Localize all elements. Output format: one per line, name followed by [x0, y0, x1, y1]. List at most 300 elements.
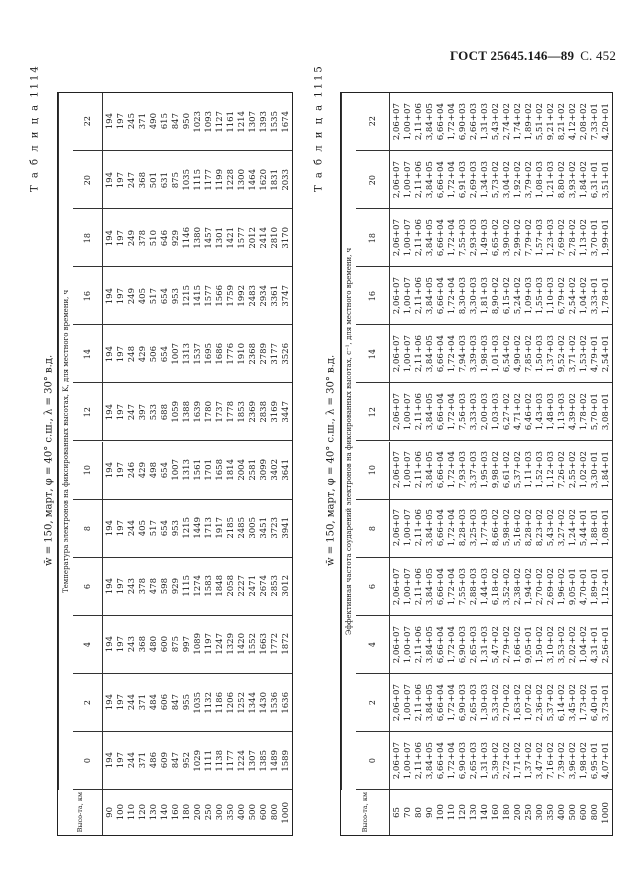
table-cell: 194: [105, 171, 116, 188]
height-value: 160: [491, 804, 502, 821]
table-cell: 248: [127, 345, 138, 362]
table-1114-caption: w̄ = 150, март, φ = 40° с.ш., λ = 30° в.д.: [43, 354, 55, 566]
table-cell: 2,06+07: [392, 509, 403, 547]
table-cell: 1,71+02: [513, 741, 524, 780]
table-cell: 6,66+04: [436, 741, 447, 780]
table-cell: 2,56+01: [601, 625, 612, 663]
table-cell: 654: [160, 520, 171, 537]
table-cell: 3,84+05: [425, 393, 436, 431]
table-cell: 517: [149, 287, 160, 304]
table-cell: 8,30+03: [458, 277, 469, 315]
table-cell: 3169: [270, 401, 281, 423]
height-value: 300: [535, 804, 546, 821]
table-cell: 2,11+06: [414, 451, 425, 489]
table-cell: 1674: [281, 110, 292, 133]
table-cell: 1,57+03: [535, 219, 546, 257]
table-cell: 1388: [182, 401, 193, 423]
table-cell: 9,21+02: [546, 102, 557, 141]
table-cell: 6,31+01: [590, 160, 601, 199]
table-cell: 3,27+02: [557, 509, 568, 547]
table-cell: 955: [182, 694, 193, 711]
table-cell: 2,65+03: [469, 683, 480, 721]
table-cell: 1536: [270, 691, 281, 714]
table-cell: 6,27+02: [502, 393, 513, 431]
table-cell: 2,65+03: [469, 625, 480, 663]
table-cell: 3451: [259, 517, 270, 539]
height-value: 110: [127, 804, 138, 821]
table-cell: 1,00+07: [403, 160, 414, 199]
table-cell: 3402: [270, 459, 281, 481]
table-cell: 3,84+05: [425, 102, 436, 141]
table-cell: 2,08+02: [579, 102, 590, 141]
table-cell: 1489: [270, 749, 281, 772]
table-cell: 2,70+02: [502, 683, 513, 721]
table-cell: 3,10+02: [546, 625, 557, 663]
table-cell: 1,72+04: [447, 741, 458, 780]
table-cell: 2,65+03: [469, 741, 480, 780]
table-cell: 2058: [226, 575, 237, 598]
table-cell: 6,79+02: [557, 277, 568, 315]
table-cell: 1663: [259, 633, 270, 656]
table-cell: 1089: [193, 633, 204, 656]
column-header-hour: 20: [83, 174, 92, 185]
table-cell: 1561: [193, 459, 204, 481]
table-cell: 247: [127, 171, 138, 188]
table-cell: 3,71+02: [568, 335, 579, 373]
table-cell: 3,52+02: [502, 567, 513, 605]
table-cell: 1464: [248, 168, 259, 191]
table-cell: 1,89+01: [590, 567, 601, 605]
table-cell: 2471: [248, 575, 259, 598]
table-cell: 197: [116, 113, 127, 130]
table-cell: 6,18+02: [491, 567, 502, 605]
table-cell: 246: [127, 461, 138, 479]
table-cell: 1,12+01: [601, 567, 612, 605]
table-cell: 654: [160, 345, 171, 362]
table-column-hour-10: [356, 442, 612, 500]
table-cell: 3,33+01: [590, 277, 601, 315]
table-cell: 2,06+07: [392, 683, 403, 721]
table-cell: 4,20+01: [601, 102, 612, 141]
table-cell: 2012: [248, 226, 259, 249]
table-cell: 1,01+03: [491, 335, 502, 373]
table-cell: 1,52+03: [535, 451, 546, 489]
table-cell: 501: [149, 171, 160, 188]
table-1114: [57, 92, 293, 836]
table-column-hour-18: [356, 209, 612, 267]
table-cell: 6,15+02: [502, 277, 513, 315]
table-cell: 1059: [171, 401, 182, 423]
table-cell: 506: [149, 345, 160, 362]
table-cell: 1,84+02: [579, 160, 590, 199]
table-cell: 2,11+06: [414, 567, 425, 605]
table-cell: 245: [127, 113, 138, 130]
column-header-hour: 22: [83, 116, 92, 127]
table-cell: 1,63+02: [513, 683, 524, 721]
table-cell: 6,90+03: [458, 683, 469, 721]
table-cell: 5,24+02: [513, 277, 524, 315]
table-cell: 1035: [182, 168, 193, 191]
table-cell: 1,98+02: [579, 741, 590, 780]
table-cell: 847: [171, 694, 182, 711]
table-cell: 1,00+07: [403, 741, 414, 780]
table-1115: [340, 92, 613, 836]
table-column-hour-14: [73, 325, 292, 383]
table-cell: 2,06+07: [392, 160, 403, 199]
table-cell: 1583: [204, 575, 215, 598]
table-cell: 1307: [248, 749, 259, 772]
table-cell: 3,30+01: [590, 451, 601, 489]
table-cell: 3,04+02: [502, 160, 513, 199]
table-cell: 3,33+03: [469, 393, 480, 431]
table-cell: 2,11+06: [414, 741, 425, 780]
table-cell: 5,47+02: [491, 625, 502, 663]
table-cell: 1,84+01: [601, 451, 612, 489]
table-cell: 1,02+02: [579, 451, 590, 489]
table-cell: 1814: [226, 459, 237, 481]
table-cell: 249: [127, 229, 138, 246]
table-cell: 197: [116, 403, 127, 421]
table-cell: 3005: [248, 517, 259, 539]
table-cell: 405: [138, 520, 149, 537]
table-cell: 2,06+07: [392, 625, 403, 663]
table-cell: 3361: [270, 284, 281, 307]
table-cell: 1535: [270, 110, 281, 133]
table-cell: 2185: [226, 517, 237, 539]
table-cell: 8,28+03: [458, 509, 469, 547]
table-cell: 1449: [193, 517, 204, 539]
table-cell: 478: [149, 578, 160, 595]
table-cell: 2414: [259, 226, 270, 249]
table-cell: 997: [182, 636, 193, 653]
height-value: 350: [226, 804, 237, 821]
table-cell: 1,13+03: [557, 393, 568, 431]
table-column-hour-2: [73, 674, 292, 732]
table-cell: 1,81+03: [480, 277, 491, 315]
column-header-hour: 10: [83, 464, 92, 476]
table-cell: 1,94+02: [524, 567, 535, 605]
table-cell: 510: [149, 229, 160, 246]
table-cell: 2,11+06: [414, 509, 425, 547]
table-cell: 2,06+07: [392, 393, 403, 431]
table-cell: 1,72+04: [447, 393, 458, 431]
table-cell: 2,69+02: [546, 567, 557, 605]
table-cell: 368: [138, 636, 149, 653]
table-cell: 1776: [226, 343, 237, 365]
height-value: 800: [270, 804, 281, 821]
table-cell: 484: [149, 694, 160, 711]
table-cell: 2,79+02: [502, 625, 513, 663]
table-cell: 378: [138, 578, 149, 595]
table-cell: 5,51+02: [535, 102, 546, 141]
table-cell: 197: [116, 636, 127, 653]
table-cell: 197: [116, 287, 127, 304]
table-cell: 2,06+07: [392, 335, 403, 373]
table-cell: 1029: [193, 749, 204, 772]
table-cell: 490: [149, 113, 160, 130]
column-header-hour: 6: [368, 583, 377, 589]
table-cell: 1,37+02: [524, 741, 535, 780]
table-cell: 3526: [281, 343, 292, 365]
table-cell: 4,39+02: [568, 393, 579, 431]
table-cell: 2,06+07: [392, 277, 403, 315]
table-cell: 2838: [259, 401, 270, 423]
table-cell: 1093: [204, 110, 215, 133]
table-cell: 2,38+02: [513, 567, 524, 605]
table-cell: 7,94+03: [458, 335, 469, 373]
table-cell: 1430: [259, 691, 270, 714]
table-cell: 6,14+02: [557, 683, 568, 721]
table-cell: 1,07+02: [524, 683, 535, 721]
table-cell: 3,93+02: [568, 160, 579, 199]
table-cell: 3,30+03: [469, 277, 480, 315]
table-cell: 1910: [237, 343, 248, 365]
column-header-hour: 6: [83, 583, 92, 589]
table-cell: 1686: [215, 343, 226, 365]
table-cell: 1853: [237, 401, 248, 423]
table-cell: 1577: [237, 226, 248, 249]
table-cell: 2,88+03: [469, 567, 480, 605]
table-cell: 4,90+02: [513, 335, 524, 373]
table-cell: 6,91+03: [458, 160, 469, 199]
table-cell: 1,34+03: [480, 160, 491, 199]
table-column-hour-12: [73, 383, 292, 441]
table-cell: 3447: [281, 401, 292, 423]
table-cell: 1035: [193, 691, 204, 714]
table-cell: 2,06+07: [392, 219, 403, 257]
table-cell: 3,84+05: [425, 509, 436, 547]
table-cell: 6,66+04: [436, 219, 447, 257]
column-header-hour: 4: [368, 641, 377, 647]
table-cell: 1636: [281, 691, 292, 714]
table-cell: 1,43+03: [535, 393, 546, 431]
height-column-header: Высо-та, км: [361, 792, 369, 833]
table-cell: 3,79+02: [524, 160, 535, 199]
table-cell: 429: [138, 345, 149, 362]
table-cell: 2227: [237, 575, 248, 598]
table-cell: 194: [105, 636, 116, 653]
table-cell: 243: [127, 578, 138, 595]
page-header: [450, 48, 616, 64]
table-cell: 1,30+03: [480, 683, 491, 721]
table-cell: 3,90+02: [502, 219, 513, 257]
table-cell: 1132: [204, 691, 215, 714]
height-value: 90: [105, 807, 116, 818]
table-cell: 3,45+02: [568, 683, 579, 721]
table-cell: 7,85+02: [524, 335, 535, 373]
table-cell: 1393: [259, 110, 270, 133]
table-cell: 3,84+05: [425, 335, 436, 373]
table-cell: 3,84+05: [425, 741, 436, 780]
table-cell: 1,89+02: [524, 102, 535, 141]
table-cell: 1780: [204, 401, 215, 423]
table-cell: 6,66+04: [436, 683, 447, 721]
table-cell: 6,66+04: [436, 625, 447, 663]
table-cell: 3170: [281, 226, 292, 249]
table-column-hour-2: [356, 674, 612, 732]
table-cell: 3,73+01: [601, 683, 612, 721]
table-cell: 1848: [215, 575, 226, 598]
table-cell: 6,66+04: [436, 509, 447, 547]
table-cell: 371: [138, 752, 149, 769]
table-cell: 1313: [182, 343, 193, 365]
table-cell: 9,52+02: [557, 335, 568, 373]
table-column-hour-4: [356, 616, 612, 674]
table-cell: 7,39+02: [557, 741, 568, 780]
table-cell: 1,77+03: [480, 509, 491, 547]
table-cell: 1111: [204, 749, 215, 772]
table-cell: 8,80+02: [557, 160, 568, 199]
table-column-hour-10: [73, 442, 292, 500]
height-value: 130: [149, 804, 160, 821]
table-cell: 5,44+01: [579, 509, 590, 547]
table-cell: 6,66+04: [436, 102, 447, 141]
column-header-hour: 10: [368, 464, 377, 476]
table-cell: 8,21+02: [557, 102, 568, 141]
table-cell: 1772: [270, 633, 281, 656]
table-cell: 1537: [193, 343, 204, 365]
table-cell: 244: [127, 520, 138, 537]
table-cell: 1007: [171, 343, 182, 365]
table-title: Эффективная частота соударений электронов на фиксированных высотах, с⁻¹, для местного времени, ч: [341, 93, 356, 790]
table-cell: 1,24+02: [568, 509, 579, 547]
table-cell: 371: [138, 694, 149, 711]
height-value: 160: [171, 804, 182, 821]
column-header-hour: 2: [368, 699, 377, 705]
table-cell: 1420: [237, 633, 248, 656]
table-cell: 517: [149, 520, 160, 537]
table-cell: 2,70+02: [535, 567, 546, 605]
table-cell: 1552: [248, 633, 259, 656]
table-cell: 2,36+02: [535, 683, 546, 721]
table-column-hour-16: [356, 267, 612, 325]
table-cell: 1,72+04: [447, 567, 458, 605]
table-cell: 1,23+03: [546, 219, 557, 257]
height-value: 350: [546, 804, 557, 821]
table-cell: 194: [105, 345, 116, 362]
table-cell: 1115: [182, 575, 193, 598]
table-cell: 1831: [270, 168, 281, 191]
table-cell: 397: [138, 403, 149, 421]
table-cell: 5,33+02: [491, 683, 502, 721]
table-cell: 1,55+03: [535, 277, 546, 315]
height-value: 400: [237, 804, 248, 821]
table-cell: 1759: [226, 284, 237, 307]
table-cell: 197: [116, 578, 127, 595]
table-1115-caption: w̄ = 150, март, φ = 40° с.ш., λ = 30° в.д.: [325, 354, 337, 566]
table-1115-label: Т а б л и ц а 1115: [313, 64, 325, 192]
table-cell: 1,78+02: [579, 393, 590, 431]
table-cell: 194: [105, 578, 116, 595]
table-cell: 2,93+03: [469, 219, 480, 257]
table-cell: 1,00+07: [403, 277, 414, 315]
table-cell: 1007: [171, 459, 182, 481]
table-cell: 654: [160, 287, 171, 304]
table-cell: 1,00+07: [403, 683, 414, 721]
table-cell: 2483: [248, 284, 259, 307]
table-cell: 1,78+01: [601, 277, 612, 315]
heights-row: [341, 790, 612, 835]
table-cell: 1658: [215, 459, 226, 481]
table-cell: 2369: [248, 401, 259, 423]
table-cell: 688: [160, 403, 171, 421]
height-value: 400: [557, 804, 568, 821]
heights-row: [58, 790, 292, 835]
table-cell: 2,11+06: [414, 393, 425, 431]
height-value: 200: [193, 804, 204, 821]
table-cell: 5,37+02: [513, 451, 524, 489]
table-cell: 1023: [193, 110, 204, 133]
height-value: 80: [414, 807, 425, 818]
table-cell: 1,66+02: [513, 625, 524, 663]
table-cell: 368: [138, 171, 149, 188]
table-cell: 6,90+03: [458, 625, 469, 663]
table-cell: 1127: [215, 110, 226, 133]
column-header-hour: 14: [368, 348, 377, 359]
table-cell: 2581: [248, 459, 259, 481]
height-value: 600: [579, 804, 590, 821]
table-cell: 378: [138, 229, 149, 246]
table-cell: 950: [182, 113, 193, 130]
table-cell: 6,65+02: [491, 219, 502, 257]
table-cell: 2,54+01: [601, 335, 612, 373]
table-cell: 5,16+02: [513, 509, 524, 547]
table-cell: 1,53+02: [579, 335, 590, 373]
table-cell: 1695: [204, 343, 215, 365]
table-cell: 9,05+01: [524, 625, 535, 663]
column-header-hour: 2: [83, 699, 92, 705]
table-cell: 3747: [281, 284, 292, 307]
table-cell: 1737: [215, 401, 226, 423]
table-cell: 249: [127, 287, 138, 304]
table-cell: 1115: [193, 168, 204, 191]
table-cell: 1,72+04: [447, 451, 458, 489]
table-cell: 1,09+03: [524, 277, 535, 315]
table-cell: 3,84+05: [425, 567, 436, 605]
column-header-hour: 18: [83, 232, 92, 243]
table-cell: 1,96+02: [557, 567, 568, 605]
table-cell: 1917: [215, 517, 226, 539]
table-cell: 3,08+01: [601, 393, 612, 431]
table-cell: 2,06+07: [392, 451, 403, 489]
table-cell: 244: [127, 694, 138, 711]
table-cell: 9,05+01: [568, 567, 579, 605]
table-cell: 5,73+02: [491, 160, 502, 199]
table-cell: 3723: [270, 517, 281, 539]
table-cell: 2,69+03: [469, 160, 480, 199]
column-header-hour: 0: [83, 757, 92, 763]
table-cell: 6,61+02: [502, 451, 513, 489]
table-cell: 4,70+01: [579, 567, 590, 605]
table-cell: 2,99+02: [513, 219, 524, 257]
table-cell: 1421: [226, 226, 237, 249]
height-value: 140: [160, 804, 171, 821]
table-column-hour-22: [73, 93, 292, 151]
table-cell: 3941: [281, 517, 292, 539]
table-cell: 7,56+03: [458, 393, 469, 431]
table-cell: 1,21+03: [546, 160, 557, 199]
height-value: 65: [392, 807, 403, 818]
table-cell: 6,66+04: [436, 335, 447, 373]
table-cell: 1,00+07: [403, 219, 414, 257]
table-cell: 1713: [204, 517, 215, 539]
table-cell: 953: [171, 287, 182, 304]
table-column-hour-12: [356, 383, 612, 441]
table-cell: 847: [171, 752, 182, 769]
table-cell: 2,06+07: [392, 567, 403, 605]
table-cell: 4,12+02: [568, 102, 579, 141]
table-cell: 952: [182, 752, 193, 769]
